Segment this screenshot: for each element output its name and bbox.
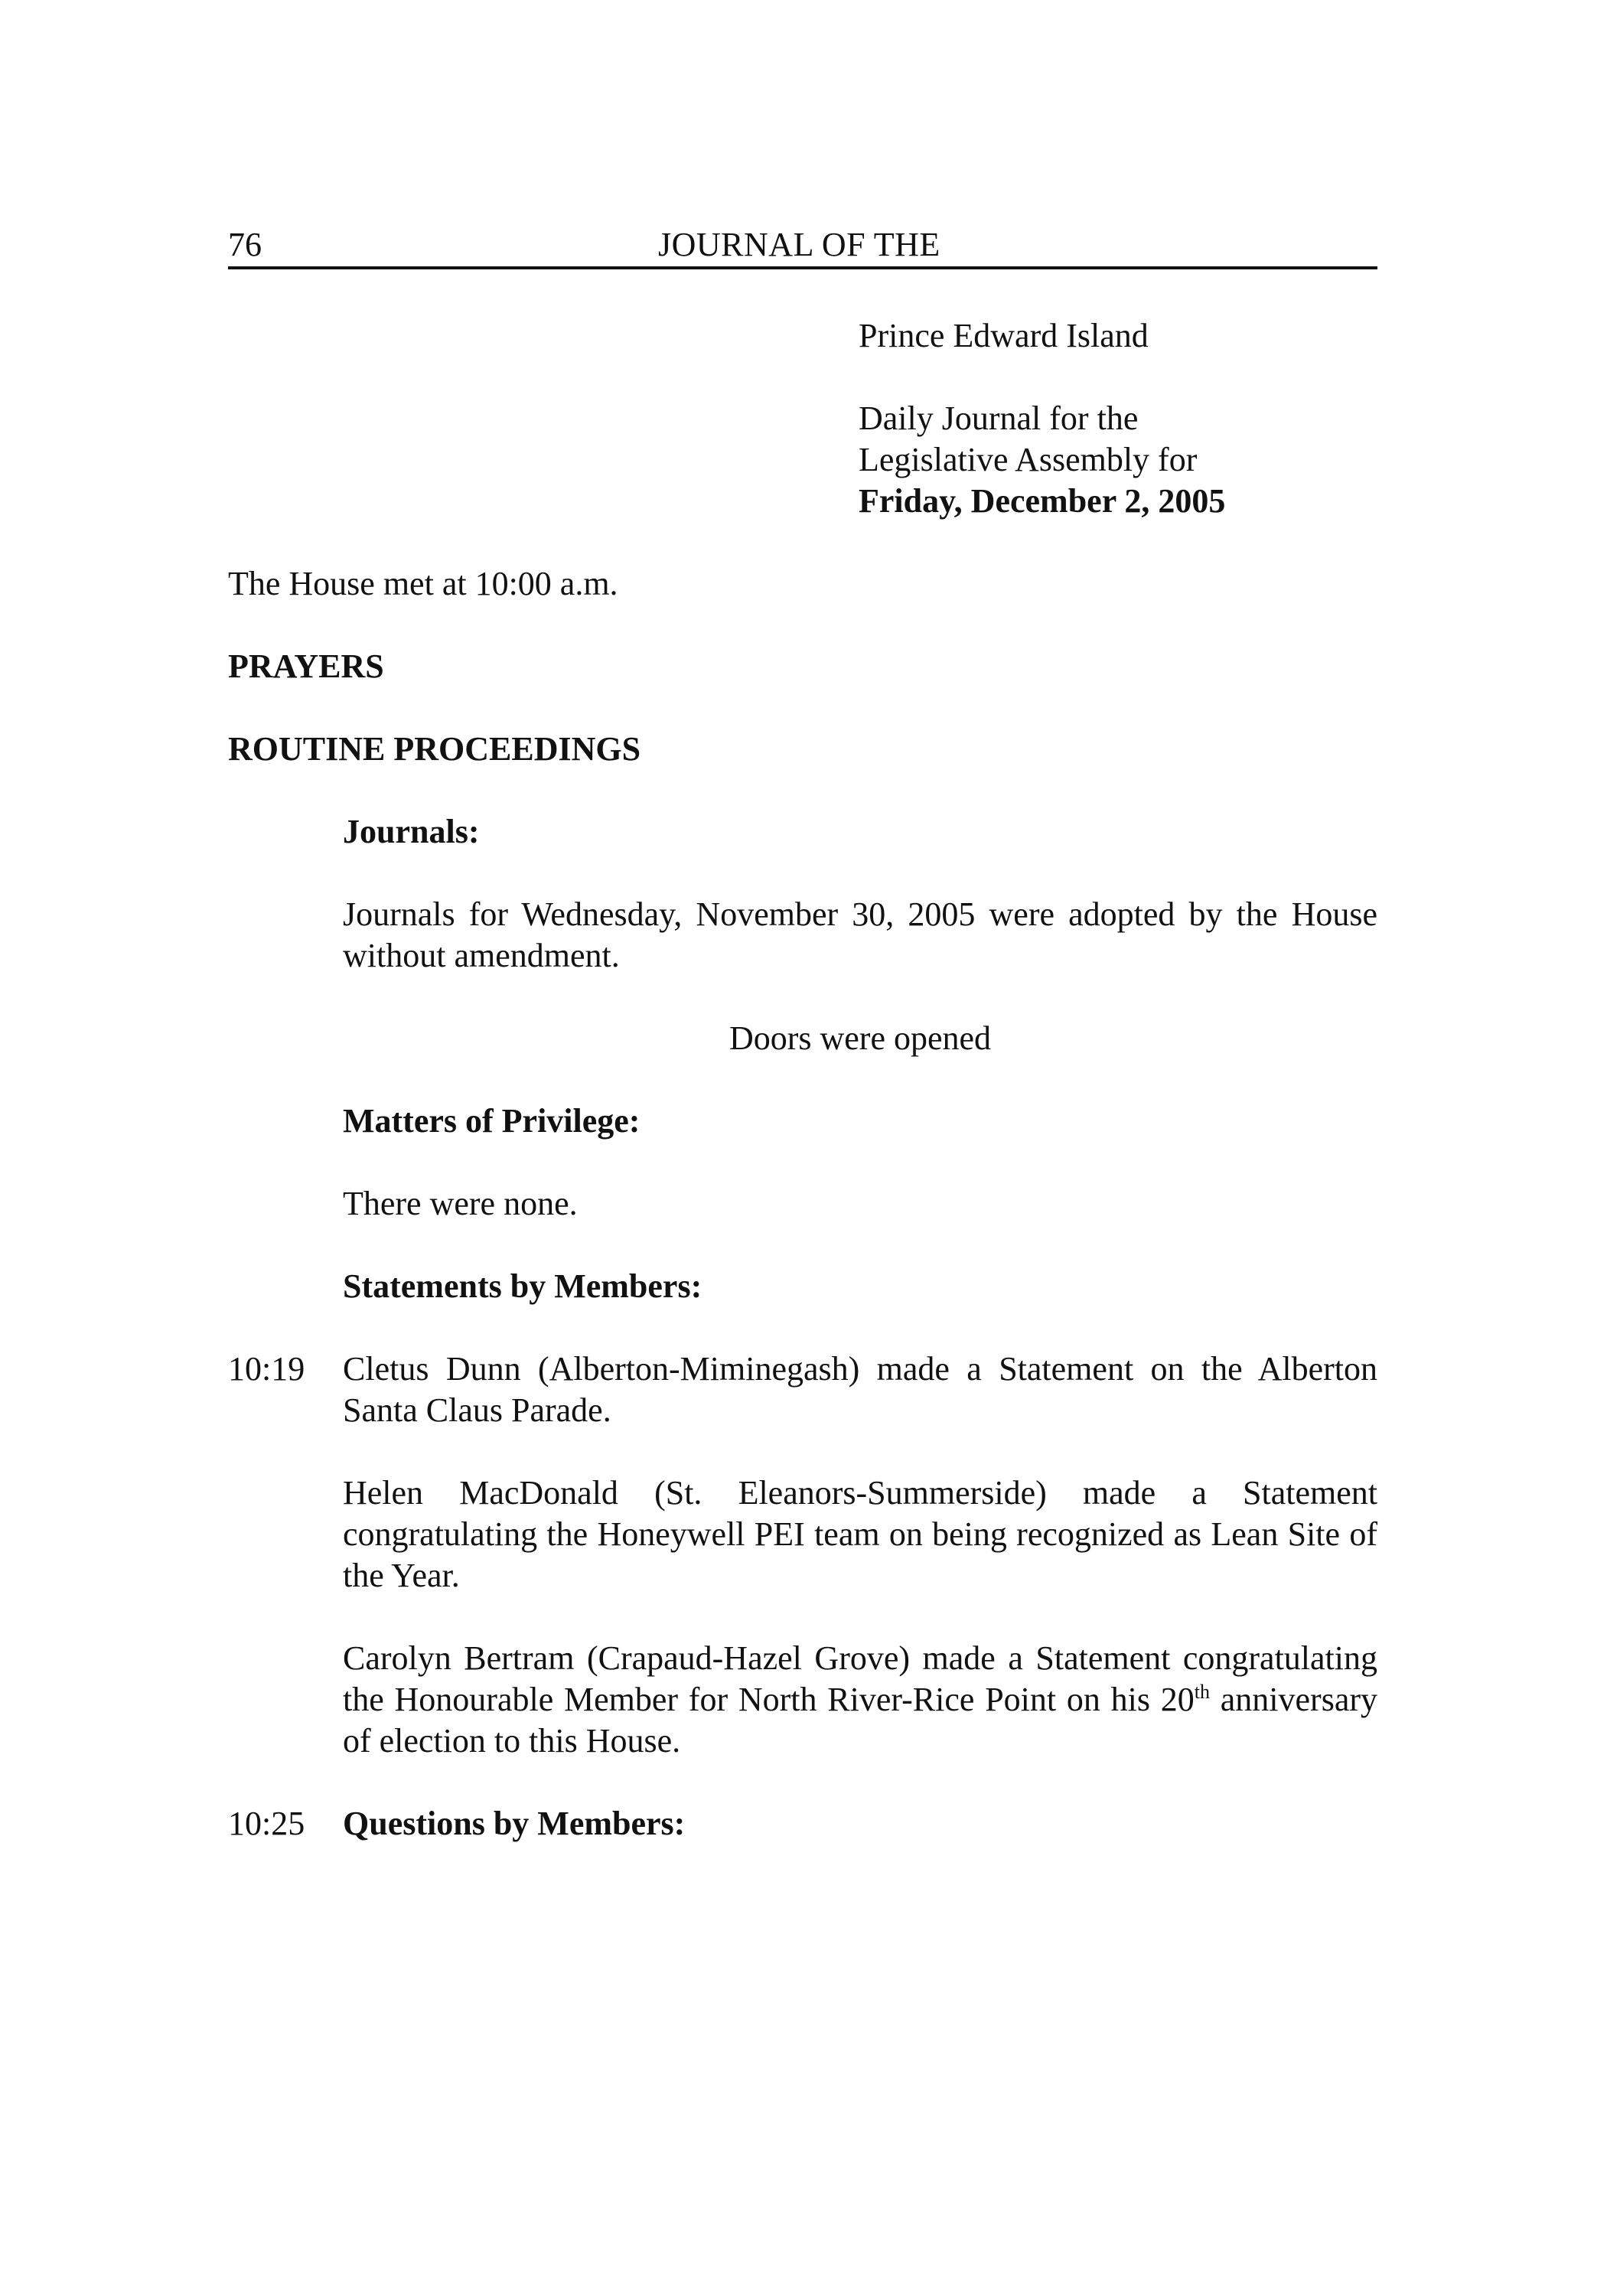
masthead-province: Prince Edward Island bbox=[859, 317, 1149, 354]
page-number: 76 bbox=[228, 226, 262, 263]
journals-text: Journals for Wednesday, November 30, 2005 were adopted by the House without amendment. bbox=[343, 895, 1377, 974]
header-rule bbox=[228, 266, 1377, 269]
statement-text-before: Carolyn Bertram (Crapaud-Hazel Grove) made a Statement congratulating the Honourable Member for North River-Rice Point on his 20 bbox=[343, 1639, 1377, 1718]
prayers-heading: PRAYERS bbox=[228, 647, 384, 685]
routine-proceedings-heading: ROUTINE PROCEEDINGS bbox=[228, 730, 641, 768]
statement-text-after: anniversary of election to this House. bbox=[343, 1681, 1378, 1760]
doors-opened-note: Doors were opened bbox=[729, 1019, 992, 1057]
statements-time: 10:19 bbox=[228, 1350, 305, 1388]
masthead-line-2: Legislative Assembly for bbox=[859, 441, 1198, 478]
opening-line: The House met at 10:00 a.m. bbox=[228, 565, 618, 602]
masthead-line-1: Daily Journal for the bbox=[859, 400, 1139, 437]
questions-heading: Questions by Members: bbox=[343, 1805, 686, 1842]
privilege-text: There were none. bbox=[343, 1185, 578, 1222]
statement-item bbox=[343, 1638, 1377, 1762]
masthead-date: Friday, December 2, 2005 bbox=[859, 482, 1226, 520]
running-title: JOURNAL OF THE bbox=[658, 226, 940, 263]
statements-heading: Statements by Members: bbox=[343, 1267, 702, 1305]
statement-item: Helen MacDonald (St. Eleanors-Summerside) made a Statement congratulating the Honeywell PEI team on being recognized as Lean Site of the Year. bbox=[343, 1474, 1377, 1594]
journals-heading: Journals: bbox=[343, 813, 480, 850]
statement-item: Cletus Dunn (Alberton-Miminegash) made a Statement on the Alberton Santa Claus Parade. bbox=[343, 1350, 1377, 1429]
questions-time: 10:25 bbox=[228, 1805, 305, 1842]
privilege-heading: Matters of Privilege: bbox=[343, 1102, 641, 1140]
ordinal-superscript: th bbox=[1194, 1681, 1210, 1703]
